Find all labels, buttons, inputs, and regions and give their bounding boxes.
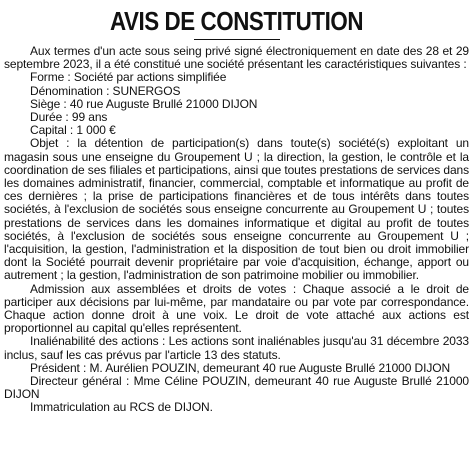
siege-line: Siège : 40 rue Auguste Brullé 21000 DIJON — [30, 96, 258, 111]
forme-line: Forme : Société par actions simplifiée — [30, 70, 227, 85]
objet-paragraph: Objet : la détention de participation(s) dans toute(s) société(s) exploitant un magasin sous une enseigne du Groupement U ; la direction, la gestion, le contrôle et la coordination de ses filiales et participations, ainsi que toutes prestations de services dans les domaines administratif, financier, commercial, comptable et informatique au profit de ces dernières ; la prise de participations financières et de tous intérêts dans toutes sociétés, à l'exclusion de sociétés sous enseigne concurrente au Groupement U ; toutes prestations de services dans les domaines informatique et digital au profit de toutes sociétés, à l'exclusion de sociétés sous enseigne concurrente au Groupement U ; l'acquisition, la gestion, l'administration et la disposition de tout bien ou droit immobilier dont la Société pourrait devenir propriétaire par voie d'acquisition, échange, apport ou autrement ; la gestion, l'administration de son patrimoine mobilier ou immobilier. — [4, 136, 469, 283]
intro-paragraph: Aux termes d'un acte sous seing privé signé électroniquement en date des 28 et 29 septembre 2023, il a été constitué une société présentant les caractéristiques suivantes : — [4, 44, 469, 72]
capital-line: Capital : 1 000 € — [30, 123, 116, 138]
president-paragraph: Président : M. Aurélien POUZIN, demeurant 40 rue Auguste Brullé 21000 DIJON — [30, 360, 451, 375]
duree-line: Durée : 99 ans — [30, 110, 108, 125]
inalienabilite-paragraph: Inaliénabilité des actions : Les actions sont inaliénables jusqu'au 31 décembre 2033 inclus, sauf les cas prévus par l'article 13 des statuts. — [4, 334, 469, 362]
admission-paragraph: Admission aux assemblées et droits de votes : Chaque associé a le droit de participer aux décisions par lui-même, par mandataire ou par vote par correspondance. Chaque action donne droit à une voix. Le droit de vote attaché aux actions est proportionnel au capital qu'elles représentent. — [4, 281, 469, 336]
denomination-line: Dénomination : SUNERGOS — [30, 83, 181, 98]
title-divider — [194, 39, 280, 40]
notice-title: AVIS DE CONSTITUTION — [109, 6, 364, 36]
immatriculation-line: Immatriculation au RCS de DIJON. — [30, 400, 213, 415]
directeur-paragraph: Directeur général : Mme Céline POUZIN, demeurant 40 rue Auguste Brullé 21000 DIJON — [4, 374, 469, 402]
